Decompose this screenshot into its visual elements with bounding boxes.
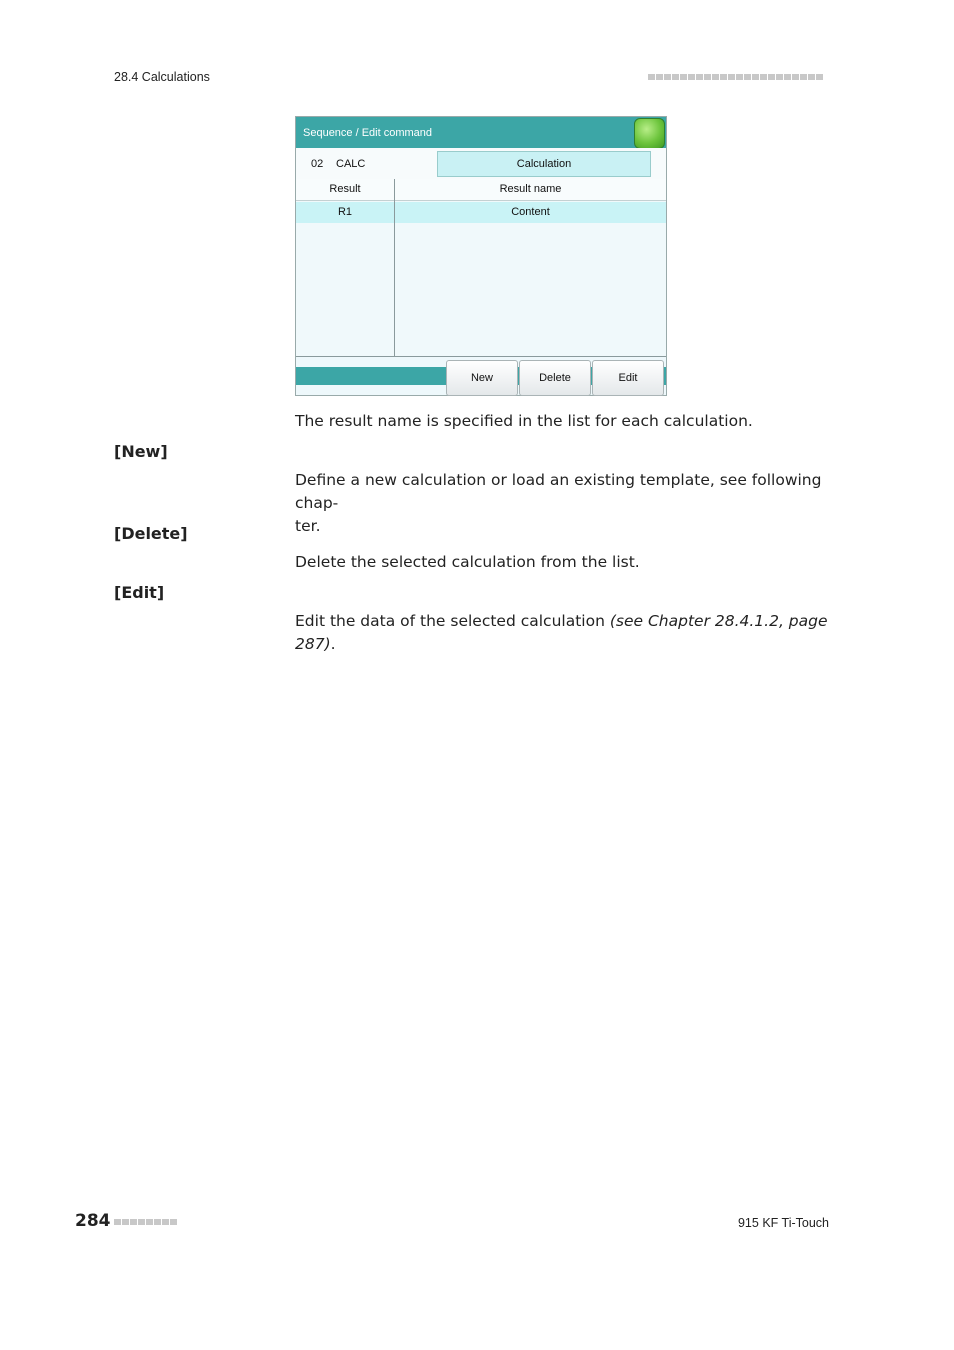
table-row-result-name[interactable]: Content (395, 202, 666, 223)
term-delete-description: Delete the selected calculation from the list. (295, 553, 640, 571)
term-edit-description (295, 610, 835, 656)
screen-titlebar (296, 117, 666, 148)
term-edit-desc-text: Edit the data of the selected calculation (295, 612, 610, 630)
delete-button[interactable]: Delete (519, 360, 591, 396)
command-name: CALC (336, 158, 366, 170)
home-icon[interactable] (634, 118, 665, 149)
footer-decoration (114, 1219, 177, 1225)
column-header-result: Result (296, 179, 394, 201)
table-bottom-border (296, 356, 666, 357)
term-edit: [Edit] (114, 583, 165, 602)
term-new-desc-line2: ter. (295, 517, 321, 535)
term-edit-desc-line1 (295, 610, 835, 633)
device-screen (295, 116, 667, 396)
command-row (296, 148, 666, 180)
new-button[interactable]: New (446, 360, 518, 396)
product-name: 915 KF Ti-Touch (737, 1216, 829, 1230)
term-new-description (295, 469, 835, 538)
intro-paragraph: The result name is specified in the list for each calculation. (295, 412, 753, 430)
term-edit-desc-period: . (330, 635, 336, 653)
header-decoration (648, 74, 823, 80)
table-row-result[interactable]: R1 (296, 202, 394, 223)
chapter-reference-link[interactable]: (see Chapter 28.4.1.2, page (609, 612, 828, 630)
page-reference-link[interactable]: 287) (295, 635, 331, 653)
column-divider (394, 179, 395, 356)
term-edit-desc-line2 (295, 633, 835, 656)
calculation-table (296, 179, 666, 356)
edit-button[interactable]: Edit (592, 360, 664, 396)
column-header-result-name: Result name (395, 179, 666, 201)
command-number: 02 (311, 158, 324, 170)
screen-title: Sequence / Edit command (303, 127, 433, 139)
running-header-section: 28.4 Calculations (114, 70, 210, 84)
command-type-field[interactable]: Calculation (437, 151, 651, 177)
term-new: [New] (114, 442, 168, 461)
page-number: 284 (75, 1211, 111, 1231)
term-delete: [Delete] (114, 524, 188, 543)
term-new-desc-line1: Define a new calculation or load an existing template, see following chap- (295, 471, 822, 512)
